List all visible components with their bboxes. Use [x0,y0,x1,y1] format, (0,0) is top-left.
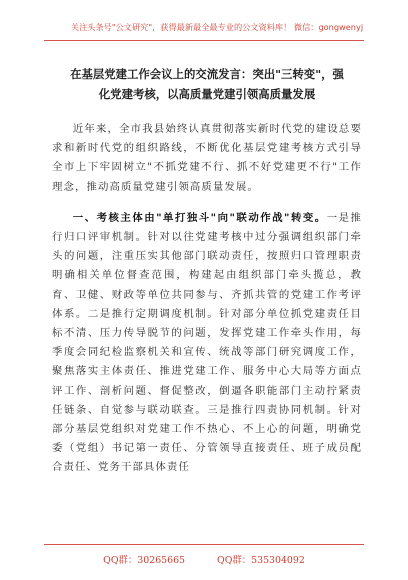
footer-qq-group-2: QQ群：535304092 [217,555,305,566]
document-body [52,64,362,478]
document-title-line-2: 化党建考核，以高质量党建引领高质量发展 [98,87,316,101]
document-title [52,64,362,104]
page-footer [0,544,408,580]
footer-qq-group-1: QQ群：30265665 [103,555,186,566]
page-header [0,0,408,58]
section-1-body: 一是推行归口评审机制。针对以往党建考核中过分强调组织部门牵头的问题，注重压实其他部门联动责任，按照归口管理职责明确相关单位督查范围，构建起由组织部门牵头揽总，教育、卫健、财政等单位共同参与、齐抓共管的党建工作考评体系。二是推行定期调度机制。针对部分单位抓党建责任目标不清、压力传导脱节的问题，发挥党建工作牵头作用，每季度会同纪检监察机关和宣传、统战等部门研究调度工作，聚焦落实主体责任、推进党建工作、服务中心大局等方面点评工作、剖析问题、督促整改，倒逼各职能部门主动拧紧责任链条、自觉参与联动联查。三是推行四责协同机制。针对部分基层党组织对党建工作不热心、不上心的问题，明确党委（党组）书记第一责任、分管领导直接责任、班子成员配合责任、党务干部具体责任 [52,211,362,474]
document-title-line-1: 在基层党建工作会议上的交流发言：突出"三转变"，强 [70,67,344,81]
header-promo-text: 关注头条号"公文研究"，获得最新最全最专业的公文资料库！ 微信：gongwenyj [70,22,364,32]
header-divider [44,40,364,41]
intro-paragraph: 近年来，全市我县始终认真贯彻落实新时代党的建设总要求和新时代党的组织路线，不断优化基层党建考核方式引导全市上下牢固树立"不抓党建不行、抓不好党建更不行"工作理念，推动高质量党建引领高质量发展。 [52,123,362,193]
section-1-paragraph [52,209,362,478]
footer-divider [44,544,364,545]
section-1-heading: 一、考核主体由"单打独斗"向"联动作战"转变。 [72,211,327,224]
footer-contact [0,552,408,566]
